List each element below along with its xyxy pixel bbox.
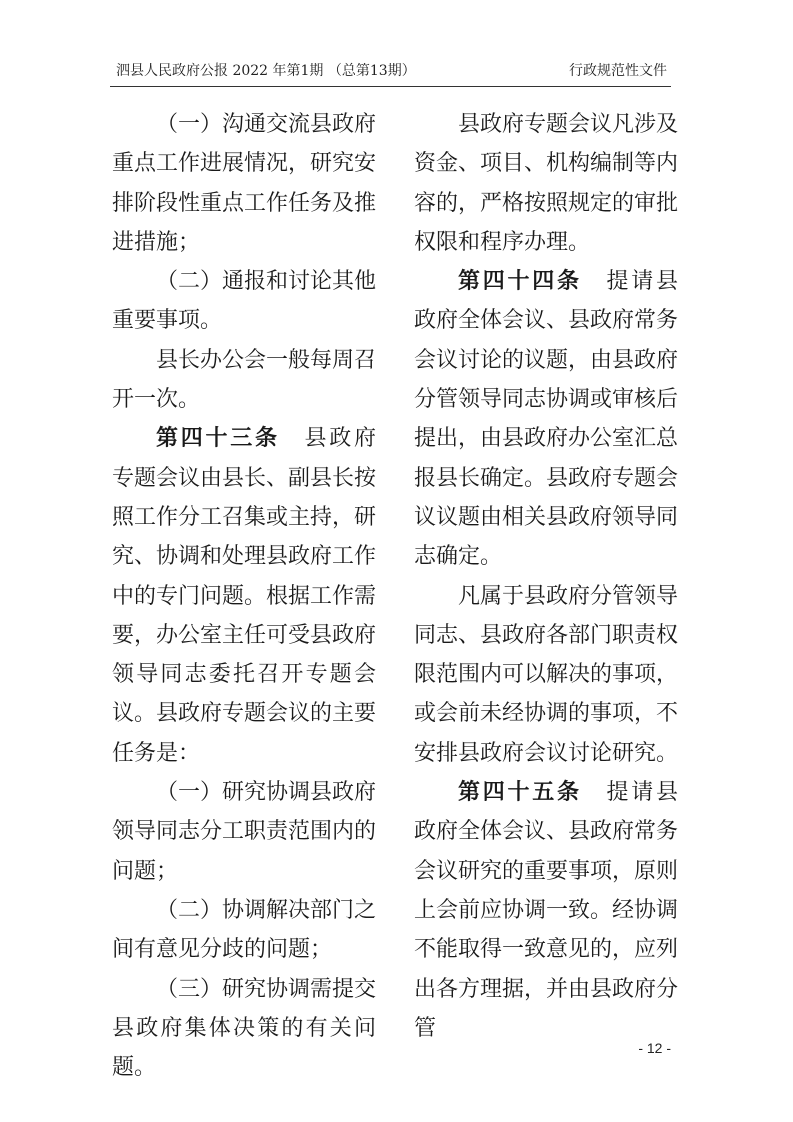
paragraph [112,341,376,420]
paragraph-text: 凡属于县政府分管领导同志、县政府各部门职责权限范围内可以解决的事项，或会前未经协调的事项，不安排县政府会议讨论研究。 [414,583,679,766]
paragraph-text: 县政府专题会议由县长、副县长按照工作分工召集或主持，研究、协调和处理县政府工作中的专门问题。根据工作需要，办公室主任可受县政府领导同志委托召开专题会议。县政府专题会议的主要任务是： [112,426,377,766]
page-header [110,56,671,82]
paragraph-text: 县长办公会一般每周召开一次。 [112,347,377,413]
paragraph-text: 提请县政府全体会议、县政府常务会议讨论的议题，由县政府分管领导同志协调或审核后提出，由县政府办公室汇总报县长确定。县政府专题会议议题由相关县政府领导同志确定。 [414,269,679,570]
left-column [112,105,376,1087]
article-paragraph [112,419,376,773]
paragraph [414,105,678,262]
article-paragraph [414,262,678,576]
article-number: 第四十三条 [156,425,280,452]
paragraph-text: （二）协调解决部门之间有意见分歧的问题； [112,897,377,963]
paragraph-text: （二）通报和讨论其他重要事项。 [112,269,377,334]
right-column [414,105,678,1048]
paragraph-text: （三）研究协调需提交县政府集体决策的有关问题。 [112,976,377,1081]
paragraph-text: 县政府专题会议凡涉及资金、项目、机构编制等内容的，严格按照规定的审批权限和程序办理。 [414,112,679,255]
paragraph-text: （一）沟通交流县政府重点工作进展情况，研究安排阶段性重点工作任务及推进措施； [112,112,377,255]
paragraph [112,773,376,891]
article-number: 第四十四条 [458,268,582,295]
header-section-name: 行政规范性文件 [569,63,667,79]
paragraph [112,262,376,341]
article-number: 第四十五条 [458,779,582,806]
paragraph [112,970,376,1088]
paragraph [112,105,376,262]
header-publication-title: 泗县人民政府公报 2022 年第1期 （总第13期） [116,63,416,79]
paragraph-text: （一）研究协调县政府领导同志分工职责范围内的问题； [112,780,377,884]
header-divider [110,86,671,87]
paragraph-text: 提请县政府全体会议、县政府常务会议研究的重要事项，原则上会前应协调一致。经协调不能取得一致意见的，应列出各方理据，并由县政府分管 [414,780,679,1041]
paragraph [112,891,376,970]
paragraph [414,577,678,773]
article-paragraph [414,773,678,1048]
page-number: - 12 - [638,1040,671,1056]
